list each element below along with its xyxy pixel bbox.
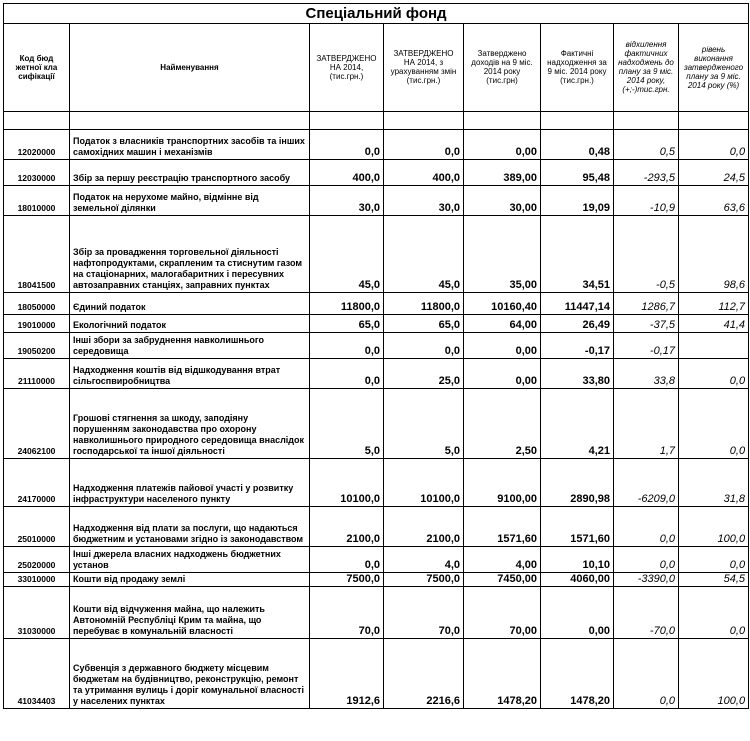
header-actual: Фактичні надходження за 9 міс. 2014 року (тис.грн.) (541, 24, 614, 112)
row-level: 100,0 (679, 639, 749, 709)
row-name: Надходження платежів пайової участі у розвитку інфраструктури населеного пункту (70, 459, 310, 507)
row-deviation: -293,5 (614, 160, 679, 186)
row-plan-9m: 7450,00 (464, 573, 541, 587)
row-name: Інші джерела власних надходжень бюджетних установ (70, 547, 310, 573)
row-code: 21110000 (4, 359, 70, 389)
table-row (4, 216, 749, 293)
row-code: 18041500 (4, 216, 70, 293)
row-plan-9m: 0,00 (464, 130, 541, 160)
blank-row (4, 112, 749, 130)
row-name: Надходження коштів від відшкодування втрат сільгоспвиробництва (70, 359, 310, 389)
table-row (4, 389, 749, 459)
row-deviation: -70,0 (614, 587, 679, 639)
row-approved: 0,0 (310, 333, 384, 359)
row-code: 31030000 (4, 587, 70, 639)
row-approved: 45,0 (310, 216, 384, 293)
row-level: 112,7 (679, 293, 749, 315)
row-level: 0,0 (679, 587, 749, 639)
row-deviation: -37,5 (614, 315, 679, 333)
row-level: 41,4 (679, 315, 749, 333)
row-deviation: -0,17 (614, 333, 679, 359)
row-actual: 1478,20 (541, 639, 614, 709)
row-level: 63,6 (679, 186, 749, 216)
row-code: 12030000 (4, 160, 70, 186)
row-approved: 30,0 (310, 186, 384, 216)
header-level: рівень виконання затвердженого плану за 9 міс. 2014 року (%) (679, 24, 749, 112)
row-approved-changes: 65,0 (384, 315, 464, 333)
row-approved-changes: 2216,6 (384, 639, 464, 709)
table-row (4, 359, 749, 389)
row-actual: 0,00 (541, 587, 614, 639)
row-approved: 70,0 (310, 587, 384, 639)
row-name: Кошти від відчуження майна, що належить Автономній Республіці Крим та майна, що перебуває в комунальній власності (70, 587, 310, 639)
row-approved-changes: 0,0 (384, 130, 464, 160)
row-name: Надходження від плати за послуги, що надаються бюджетним и установами згідно із законодавством (70, 507, 310, 547)
row-deviation: -6209,0 (614, 459, 679, 507)
row-plan-9m: 9100,00 (464, 459, 541, 507)
row-approved: 0,0 (310, 359, 384, 389)
table-title: Спеціальний фонд (4, 4, 749, 24)
row-actual: 26,49 (541, 315, 614, 333)
row-deviation: -3390,0 (614, 573, 679, 587)
row-name: Інші збори за забруднення навколишнього середовища (70, 333, 310, 359)
row-level: 24,5 (679, 160, 749, 186)
row-actual: 11447,14 (541, 293, 614, 315)
row-deviation: 0,0 (614, 507, 679, 547)
row-plan-9m: 64,00 (464, 315, 541, 333)
row-deviation: 0,0 (614, 547, 679, 573)
row-approved: 11800,0 (310, 293, 384, 315)
row-actual: 34,51 (541, 216, 614, 293)
row-deviation: -10,9 (614, 186, 679, 216)
row-code: 24062100 (4, 389, 70, 459)
row-name: Єдиний податок (70, 293, 310, 315)
row-approved-changes: 10100,0 (384, 459, 464, 507)
row-name: Збір за першу реєстрацію транспортного засобу (70, 160, 310, 186)
table-row (4, 587, 749, 639)
row-plan-9m: 389,00 (464, 160, 541, 186)
row-code: 12020000 (4, 130, 70, 160)
table-row (4, 130, 749, 160)
row-approved-changes: 400,0 (384, 160, 464, 186)
row-approved: 1912,6 (310, 639, 384, 709)
row-level: 0,0 (679, 389, 749, 459)
table-row (4, 459, 749, 507)
row-approved: 65,0 (310, 315, 384, 333)
header-approved-changes: ЗАТВЕРДЖЕНО НА 2014, з урахуванням змін (тис.грн.) (384, 24, 464, 112)
row-code: 33010000 (4, 573, 70, 587)
table-row (4, 186, 749, 216)
row-code: 24170000 (4, 459, 70, 507)
row-approved-changes: 11800,0 (384, 293, 464, 315)
row-code: 25020000 (4, 547, 70, 573)
row-approved-changes: 30,0 (384, 186, 464, 216)
row-actual: 33,80 (541, 359, 614, 389)
table-row (4, 573, 749, 587)
row-code: 25010000 (4, 507, 70, 547)
row-approved-changes: 70,0 (384, 587, 464, 639)
row-actual: 4,21 (541, 389, 614, 459)
row-actual: 2890,98 (541, 459, 614, 507)
row-plan-9m: 1478,20 (464, 639, 541, 709)
row-name: Грошові стягнення за шкоду, заподіяну порушенням законодавства про охорону навколишнього природного середовища внаслідок господарської та іншої діяльності (70, 389, 310, 459)
row-approved: 0,0 (310, 547, 384, 573)
row-actual: 19,09 (541, 186, 614, 216)
header-row (4, 24, 749, 112)
table-row (4, 315, 749, 333)
row-actual: -0,17 (541, 333, 614, 359)
row-level: 54,5 (679, 573, 749, 587)
row-approved: 7500,0 (310, 573, 384, 587)
row-approved-changes: 25,0 (384, 359, 464, 389)
row-approved-changes: 0,0 (384, 333, 464, 359)
row-plan-9m: 4,00 (464, 547, 541, 573)
row-approved: 5,0 (310, 389, 384, 459)
row-plan-9m: 30,00 (464, 186, 541, 216)
row-approved-changes: 7500,0 (384, 573, 464, 587)
row-approved-changes: 4,0 (384, 547, 464, 573)
row-approved: 400,0 (310, 160, 384, 186)
row-deviation: 1,7 (614, 389, 679, 459)
row-approved: 2100,0 (310, 507, 384, 547)
row-level: 100,0 (679, 507, 749, 547)
table-row (4, 333, 749, 359)
row-level: 98,6 (679, 216, 749, 293)
table-row (4, 507, 749, 547)
row-deviation: 0,5 (614, 130, 679, 160)
row-plan-9m: 35,00 (464, 216, 541, 293)
row-actual: 4060,00 (541, 573, 614, 587)
row-actual: 1571,60 (541, 507, 614, 547)
row-code: 41034403 (4, 639, 70, 709)
row-deviation: 0,0 (614, 639, 679, 709)
row-approved-changes: 2100,0 (384, 507, 464, 547)
row-name: Субвенція з державного бюджету місцевим бюджетам на будівництво, реконструкцію, ремонт та утримання вулиць і доріг комунальної власності у населених пунктах (70, 639, 310, 709)
header-deviation: відхилення фактичних надходжень до плану за 9 міс. 2014 року, (+;-)тис.грн. (614, 24, 679, 112)
row-level: 0,0 (679, 130, 749, 160)
row-level: 31,8 (679, 459, 749, 507)
row-name: Збір за провадження торговельної діяльності нафтопродуктами, скрапленим та стиснутим газом на стаціонарних, малогабаритних і пересувних автозаправних станціях, заправних пунктах (70, 216, 310, 293)
row-plan-9m: 70,00 (464, 587, 541, 639)
row-plan-9m: 0,00 (464, 333, 541, 359)
row-code: 18050000 (4, 293, 70, 315)
row-actual: 10,10 (541, 547, 614, 573)
row-name: Податок з власників транспортних засобів та інших самохідних машин і механізмів (70, 130, 310, 160)
row-plan-9m: 2,50 (464, 389, 541, 459)
row-code: 19050200 (4, 333, 70, 359)
row-code: 19010000 (4, 315, 70, 333)
row-plan-9m: 1571,60 (464, 507, 541, 547)
row-actual: 0,48 (541, 130, 614, 160)
table-row (4, 639, 749, 709)
header-name: Найменування (70, 24, 310, 112)
header-approved: ЗАТВЕРДЖЕНО НА 2014, (тис.грн.) (310, 24, 384, 112)
row-plan-9m: 0,00 (464, 359, 541, 389)
row-name: Податок на нерухоме майно, відмінне від земельної ділянки (70, 186, 310, 216)
row-level: 0,0 (679, 359, 749, 389)
row-level: 0,0 (679, 547, 749, 573)
row-plan-9m: 10160,40 (464, 293, 541, 315)
table-row (4, 293, 749, 315)
row-approved: 0,0 (310, 130, 384, 160)
row-approved: 10100,0 (310, 459, 384, 507)
special-fund-table (3, 3, 749, 709)
row-deviation: 33,8 (614, 359, 679, 389)
row-approved-changes: 45,0 (384, 216, 464, 293)
row-approved-changes: 5,0 (384, 389, 464, 459)
table-row (4, 547, 749, 573)
row-actual: 95,48 (541, 160, 614, 186)
row-name: Кошти від продажу землі (70, 573, 310, 587)
row-deviation: 1286,7 (614, 293, 679, 315)
row-level (679, 333, 749, 359)
row-name: Екологічний податок (70, 315, 310, 333)
header-code: Код бюд жетної кла сифікації (4, 24, 70, 112)
table-row (4, 160, 749, 186)
row-deviation: -0,5 (614, 216, 679, 293)
header-approved-9m: Затверджено доходів на 9 міс. 2014 року (тис.грн) (464, 24, 541, 112)
row-code: 18010000 (4, 186, 70, 216)
